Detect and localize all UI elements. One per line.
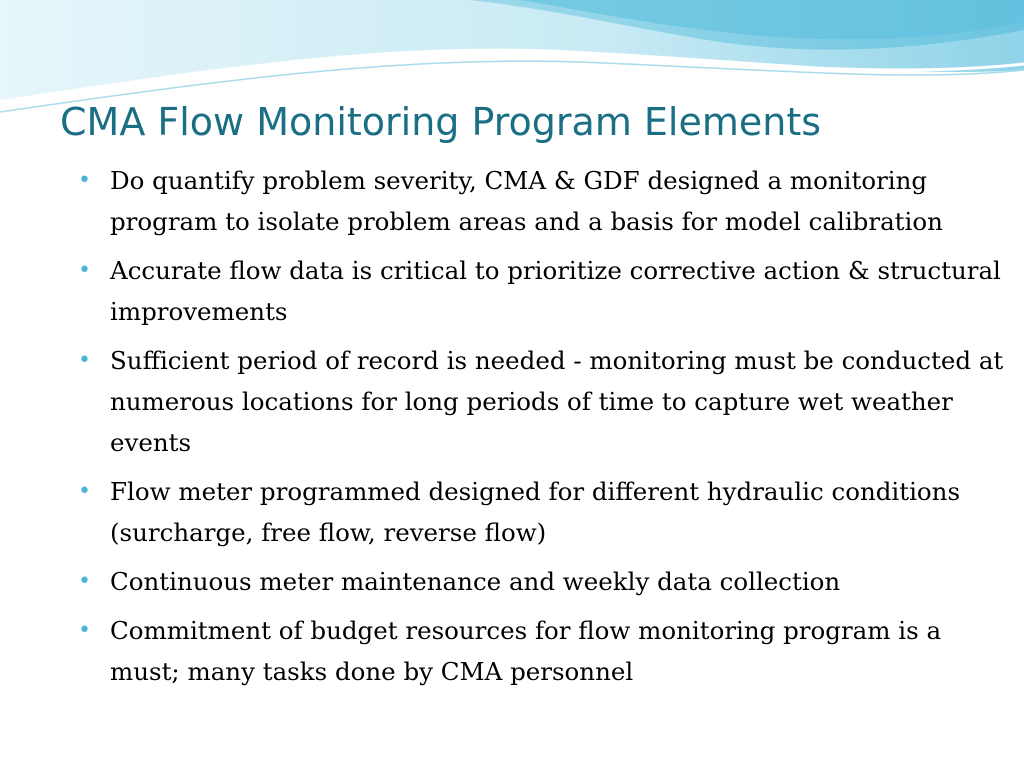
bullet-item	[78, 340, 1008, 463]
bullet-item	[78, 610, 1008, 692]
bullet-dot-icon: •	[78, 569, 91, 594]
bullet-text: Flow meter programmed designed for different hydraulic conditions (surcharge, free flow, reverse flow)	[110, 477, 961, 547]
bullet-item	[78, 160, 1008, 242]
bullet-item	[78, 561, 1008, 602]
bullet-item	[78, 250, 1008, 332]
bullet-dot-icon: •	[78, 618, 91, 643]
bullet-text: Do quantify problem severity, CMA & GDF designed a monitoring program to isolate problem areas and a basis for model calibration	[110, 166, 943, 236]
bullet-text: Commitment of budget resources for flow monitoring program is a must; many tasks done by CMA personnel	[110, 616, 942, 686]
bullet-dot-icon: •	[78, 168, 91, 193]
bullet-text: Continuous meter maintenance and weekly data collection	[110, 567, 841, 596]
bullet-item	[78, 471, 1008, 553]
bullet-dot-icon: •	[78, 348, 91, 373]
slide-title: CMA Flow Monitoring Program Elements	[60, 100, 822, 144]
bullet-list	[78, 160, 1008, 700]
bullet-text: Sufficient period of record is needed - monitoring must be conducted at numerous locations for long periods of time to capture wet weather events	[110, 346, 1004, 457]
bullet-dot-icon: •	[78, 479, 91, 504]
bullet-text: Accurate flow data is critical to prioritize corrective action & structural improvements	[110, 256, 1001, 326]
bullet-dot-icon: •	[78, 258, 91, 283]
